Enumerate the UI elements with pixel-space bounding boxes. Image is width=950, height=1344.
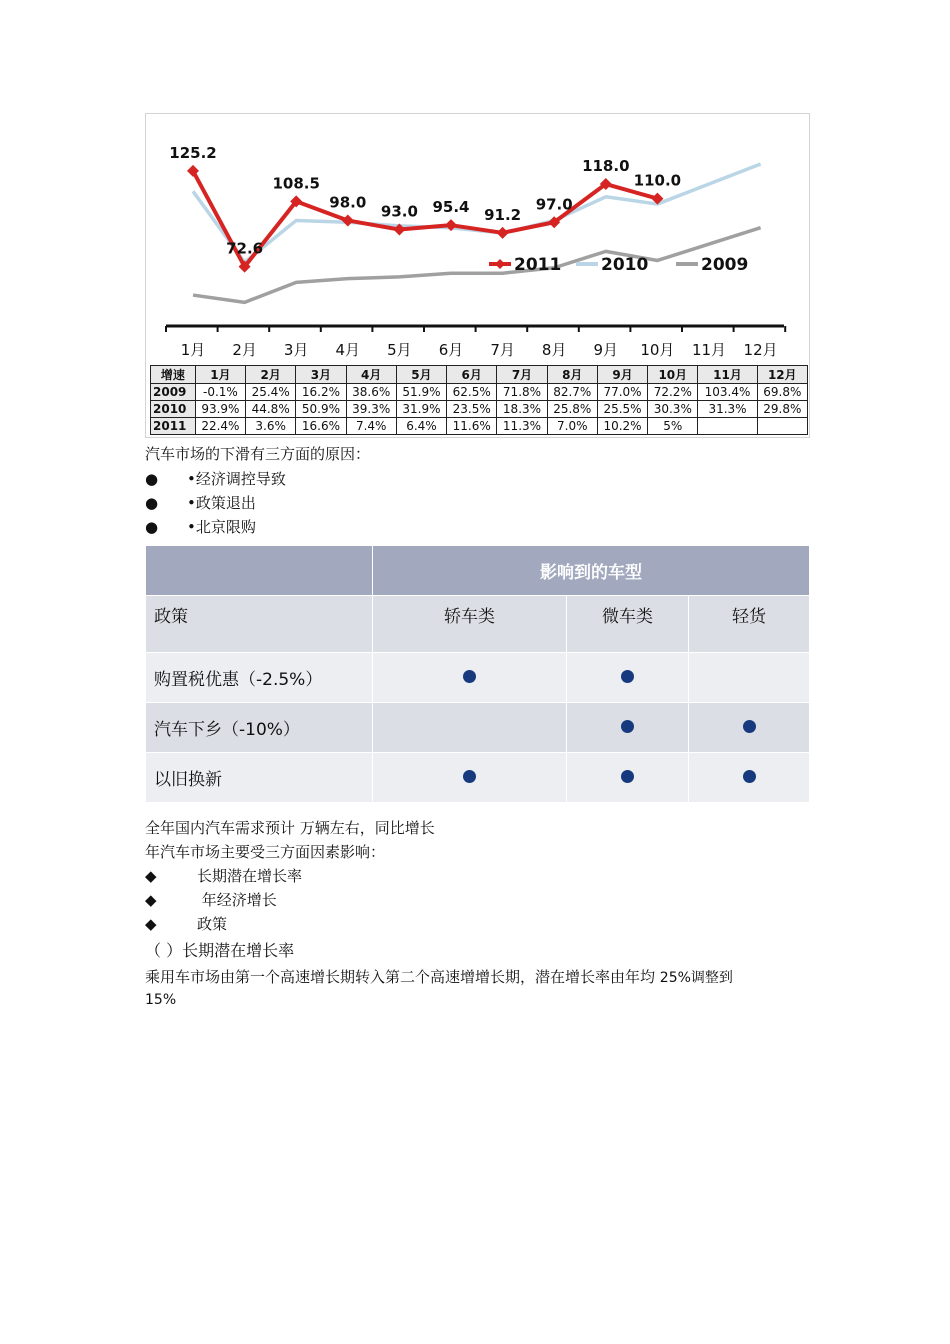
table-cell: 39.3% — [346, 401, 396, 418]
table-cell: 62.5% — [447, 384, 497, 401]
table-cell: 23.5% — [447, 401, 497, 418]
col-policy: 政策 — [146, 596, 373, 653]
x-tick-label: 7月 — [490, 341, 515, 359]
series-line-2009 — [193, 228, 761, 303]
table-cell: 72.2% — [648, 384, 698, 401]
table-cell: 71.8% — [497, 384, 547, 401]
impact-dot-icon — [463, 670, 476, 683]
table-month-header: 12月 — [757, 366, 807, 384]
table-cell: 103.4% — [698, 384, 757, 401]
data-label-2011: 91.2 — [484, 205, 522, 224]
table-row — [151, 384, 808, 401]
x-tick-label: 10月 — [640, 341, 675, 359]
x-tick-label: 5月 — [387, 341, 412, 359]
table-cell: 5% — [648, 418, 698, 435]
table-cell: 3.6% — [246, 418, 296, 435]
table-month-header: 10月 — [648, 366, 698, 384]
table-cell — [757, 418, 807, 435]
policy-table-group-header — [146, 546, 810, 596]
policy-label: 以旧换新 — [146, 753, 373, 803]
body-paragraph: 乘用车市场由第一个高速增长期转入第二个高速增增长期，潜在增长率由年均 25%调整到 — [145, 968, 733, 986]
data-label-2011: 72.6 — [226, 239, 264, 258]
table-cell: 11.6% — [447, 418, 497, 435]
reasons-intro: 汽车市场的下滑有三方面的原因： — [145, 445, 371, 463]
x-tick-label: 12月 — [743, 341, 778, 359]
growth-table-header — [151, 366, 808, 384]
table-cell: 25.4% — [246, 384, 296, 401]
diamond-bullet-icon: ◆ — [145, 915, 157, 933]
policy-impact-cell — [689, 753, 810, 803]
factor-item-2: ◆ 年经济增长 — [145, 891, 277, 909]
table-cell: 7.4% — [346, 418, 396, 435]
table-cell: 82.7% — [547, 384, 597, 401]
sales-index-line-chart — [146, 114, 809, 364]
reason-item-3: ● •北京限购 — [145, 518, 256, 536]
table-month-header: 11月 — [698, 366, 757, 384]
col-sedan: 轿车类 — [373, 596, 567, 653]
policy-row — [146, 703, 810, 753]
table-row-year: 2010 — [151, 401, 196, 418]
table-cell: 51.9% — [396, 384, 446, 401]
table-month-header: 8月 — [547, 366, 597, 384]
table-cell: 25.5% — [597, 401, 647, 418]
table-month-header: 1月 — [195, 366, 245, 384]
table-cell: 93.9% — [195, 401, 245, 418]
table-month-header: 4月 — [346, 366, 396, 384]
x-tick-label: 4月 — [335, 341, 361, 359]
demand-forecast-line: 全年国内汽车需求预计 万辆左右，同比增长 — [145, 819, 435, 837]
table-row-year: 2011 — [151, 418, 196, 435]
factor-item-3: ◆ 政策 — [145, 915, 228, 933]
x-tick-label: 11月 — [691, 341, 727, 359]
legend-label-2009: 2009 — [701, 255, 749, 275]
data-label-2011: 97.0 — [535, 195, 573, 214]
table-cell: 7.0% — [547, 418, 597, 435]
table-cell: 29.8% — [757, 401, 807, 418]
policy-label: 购置税优惠（-2.5%） — [146, 653, 373, 703]
impact-dot-icon — [621, 670, 634, 683]
policy-row — [146, 653, 810, 703]
impact-dot-icon — [621, 770, 634, 783]
data-label-2011: 108.5 — [272, 174, 320, 193]
factor-item-1: ◆ 长期潜在增长率 — [145, 867, 303, 885]
table-month-header: 2月 — [246, 366, 296, 384]
growth-rate-table — [150, 365, 808, 435]
table-cell: 18.3% — [497, 401, 547, 418]
legend-marker-2011 — [495, 259, 505, 269]
impact-dot-icon — [743, 770, 756, 783]
diamond-bullet-icon: ◆ — [145, 891, 157, 909]
diamond-bullet-icon: ◆ — [145, 867, 157, 885]
table-cell: 69.8% — [757, 384, 807, 401]
policy-impact-cell — [567, 653, 689, 703]
reason-item-1: ● •经济调控导致 — [145, 470, 286, 488]
table-corner-header: 增速 — [151, 366, 196, 384]
bullet-dot-icon: ● — [145, 470, 159, 488]
table-cell: 22.4% — [195, 418, 245, 435]
x-tick-label: 2月 — [232, 341, 257, 359]
table-month-header: 6月 — [447, 366, 497, 384]
table-cell — [698, 418, 757, 435]
x-tick-label: 3月 — [283, 341, 309, 359]
table-cell: -0.1% — [195, 384, 245, 401]
policy-impact-cell — [689, 703, 810, 753]
table-month-header: 9月 — [597, 366, 647, 384]
impact-dot-icon — [621, 720, 634, 733]
affected-models-header: 影响到的车型 — [373, 546, 810, 596]
x-tick-label: 1月 — [180, 341, 206, 359]
table-cell: 50.9% — [296, 401, 346, 418]
policy-impact-cell — [373, 653, 567, 703]
legend-label-2010: 2010 — [601, 255, 649, 275]
table-cell: 16.6% — [296, 418, 346, 435]
policy-label: 汽车下乡（-10%） — [146, 703, 373, 753]
table-row-year: 2009 — [151, 384, 196, 401]
table-cell: 31.3% — [698, 401, 757, 418]
data-label-2011: 95.4 — [432, 198, 470, 217]
table-month-header: 7月 — [497, 366, 547, 384]
bullet-dot-icon: ● — [145, 518, 159, 536]
policy-impact-cell — [567, 703, 689, 753]
factors-intro: 年汽车市场主要受三方面因素影响： — [145, 843, 386, 861]
policy-impact-cell — [373, 753, 567, 803]
col-minicar: 微车类 — [567, 596, 689, 653]
data-label-2011: 110.0 — [633, 171, 682, 190]
table-month-header: 3月 — [296, 366, 346, 384]
policy-impact-cell — [373, 703, 567, 753]
sales-chart-panel — [145, 113, 810, 438]
body-paragraph-line2: 15% — [145, 992, 177, 1008]
policy-impact-cell — [689, 653, 810, 703]
table-cell: 10.2% — [597, 418, 647, 435]
table-row — [151, 401, 808, 418]
policy-table-column-header — [146, 596, 810, 653]
table-cell: 44.8% — [246, 401, 296, 418]
data-point-2011 — [497, 227, 509, 239]
table-cell: 30.3% — [648, 401, 698, 418]
data-label-2011: 98.0 — [329, 193, 367, 212]
section-heading: （ ）长期潜在增长率 — [145, 941, 295, 960]
reason-item-2: ● •政策退出 — [145, 494, 256, 512]
table-cell: 6.4% — [396, 418, 446, 435]
policy-impact-table — [145, 545, 810, 803]
policy-impact-cell — [567, 753, 689, 803]
table-cell: 11.3% — [497, 418, 547, 435]
x-tick-label: 8月 — [541, 341, 567, 359]
table-cell: 77.0% — [597, 384, 647, 401]
impact-dot-icon — [463, 770, 476, 783]
policy-row — [146, 753, 810, 803]
x-tick-label: 9月 — [593, 341, 619, 359]
impact-dot-icon — [743, 720, 756, 733]
table-month-header: 5月 — [396, 366, 446, 384]
table-cell: 16.2% — [296, 384, 346, 401]
bullet-dot-icon: ● — [145, 494, 159, 512]
data-label-2011: 93.0 — [380, 202, 418, 221]
table-cell: 25.8% — [547, 401, 597, 418]
data-point-2011 — [342, 214, 354, 226]
data-label-2011: 118.0 — [582, 157, 630, 176]
col-light-truck: 轻货 — [689, 596, 810, 653]
legend-label-2011: 2011 — [514, 255, 562, 275]
table-row — [151, 418, 808, 435]
table-cell: 38.6% — [346, 384, 396, 401]
table-cell: 31.9% — [396, 401, 446, 418]
x-tick-label: 6月 — [438, 341, 464, 359]
data-label-2011: 125.2 — [169, 143, 217, 162]
